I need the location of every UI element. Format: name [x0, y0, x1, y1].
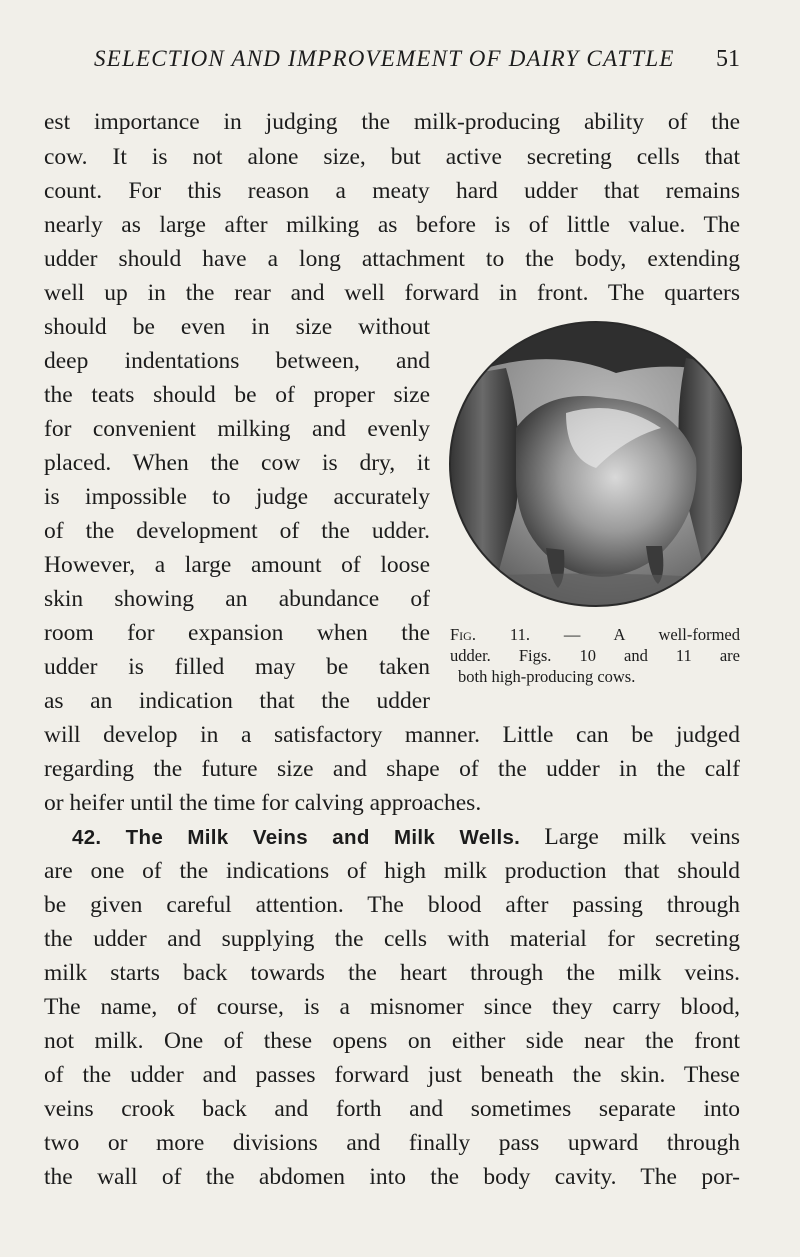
- wrap-line: room for expansion when the: [44, 620, 430, 646]
- wrap-line: skin showing an abundance of: [44, 586, 430, 612]
- wrap-line: of the development of the udder.: [44, 518, 430, 544]
- section-line: milk starts back towards the heart through the milk veins.: [44, 960, 740, 986]
- wrap-line: placed. When the cow is dry, it: [44, 450, 430, 476]
- wrap-line: for convenient milking and evenly: [44, 416, 430, 442]
- caption-line-1: [450, 624, 740, 645]
- running-title: SELECTION AND IMPROVEMENT OF DAIRY CATTLE: [94, 46, 675, 71]
- body-line: nearly as large after milking as before is of little value. The: [44, 212, 740, 238]
- body-line: well up in the rear and well forward in front. The quarters: [44, 280, 740, 306]
- section-number: 42.: [72, 826, 102, 849]
- body-line: or heifer until the time for calving approaches.: [44, 790, 482, 816]
- body-line: regarding the future size and shape of the udder in the calf: [44, 756, 740, 782]
- body-line: count. For this reason a meaty hard udder that remains: [44, 178, 740, 204]
- page-number: 51: [716, 46, 740, 72]
- running-head: [94, 46, 740, 80]
- section-heading: The Milk Veins and Milk Wells.: [125, 826, 521, 849]
- section-line: the udder and supplying the cells with material for secreting: [44, 926, 740, 952]
- wrap-line: should be even in size without: [44, 314, 430, 340]
- section-line: of the udder and passes forward just beneath the skin. These: [44, 1062, 740, 1088]
- wrap-line: However, a large amount of loose: [44, 552, 430, 578]
- caption-label: Fig. 11.: [450, 625, 530, 644]
- section-first-line-text: Large milk veins: [544, 824, 741, 850]
- wrap-line: is impossible to judge accurately: [44, 484, 430, 510]
- caption-line-2: udder. Figs. 10 and 11 are: [450, 646, 740, 665]
- body-line: udder should have a long attachment to the body, extending: [44, 246, 740, 272]
- section-line: The name, of course, is a misnomer since they carry blood,: [44, 994, 740, 1020]
- body-line: est importance in judging the milk-producing ability of the: [44, 109, 740, 135]
- caption-line-3: both high-producing cows.: [458, 667, 636, 686]
- wrap-line: udder is filled may be taken: [44, 654, 430, 680]
- section-line: veins crook back and forth and sometimes separate into: [44, 1096, 740, 1122]
- section-line: are one of the indications of high milk production that should: [44, 858, 740, 884]
- figure-caption: [450, 624, 740, 687]
- section-line: the wall of the abdomen into the body cavity. The por-: [44, 1164, 740, 1190]
- wrap-line: deep indentations between, and: [44, 348, 430, 374]
- udder-photograph: [446, 318, 742, 638]
- caption-line-1-text: — A well-formed: [563, 625, 740, 644]
- wrap-line: the teats should be of proper size: [44, 382, 430, 408]
- body-line: will develop in a satisfactory manner. Little can be judged: [44, 722, 740, 748]
- udder-photograph-icon: [446, 318, 742, 618]
- section-line: be given careful attention. The blood after passing through: [44, 892, 740, 918]
- section-line: two or more divisions and finally pass upward through: [44, 1130, 740, 1156]
- section-first-line: [44, 821, 740, 853]
- wrap-line: as an indication that the udder: [44, 688, 430, 714]
- section-line: not milk. One of these opens on either side near the front: [44, 1028, 740, 1054]
- body-line: cow. It is not alone size, but active secreting cells that: [44, 144, 740, 170]
